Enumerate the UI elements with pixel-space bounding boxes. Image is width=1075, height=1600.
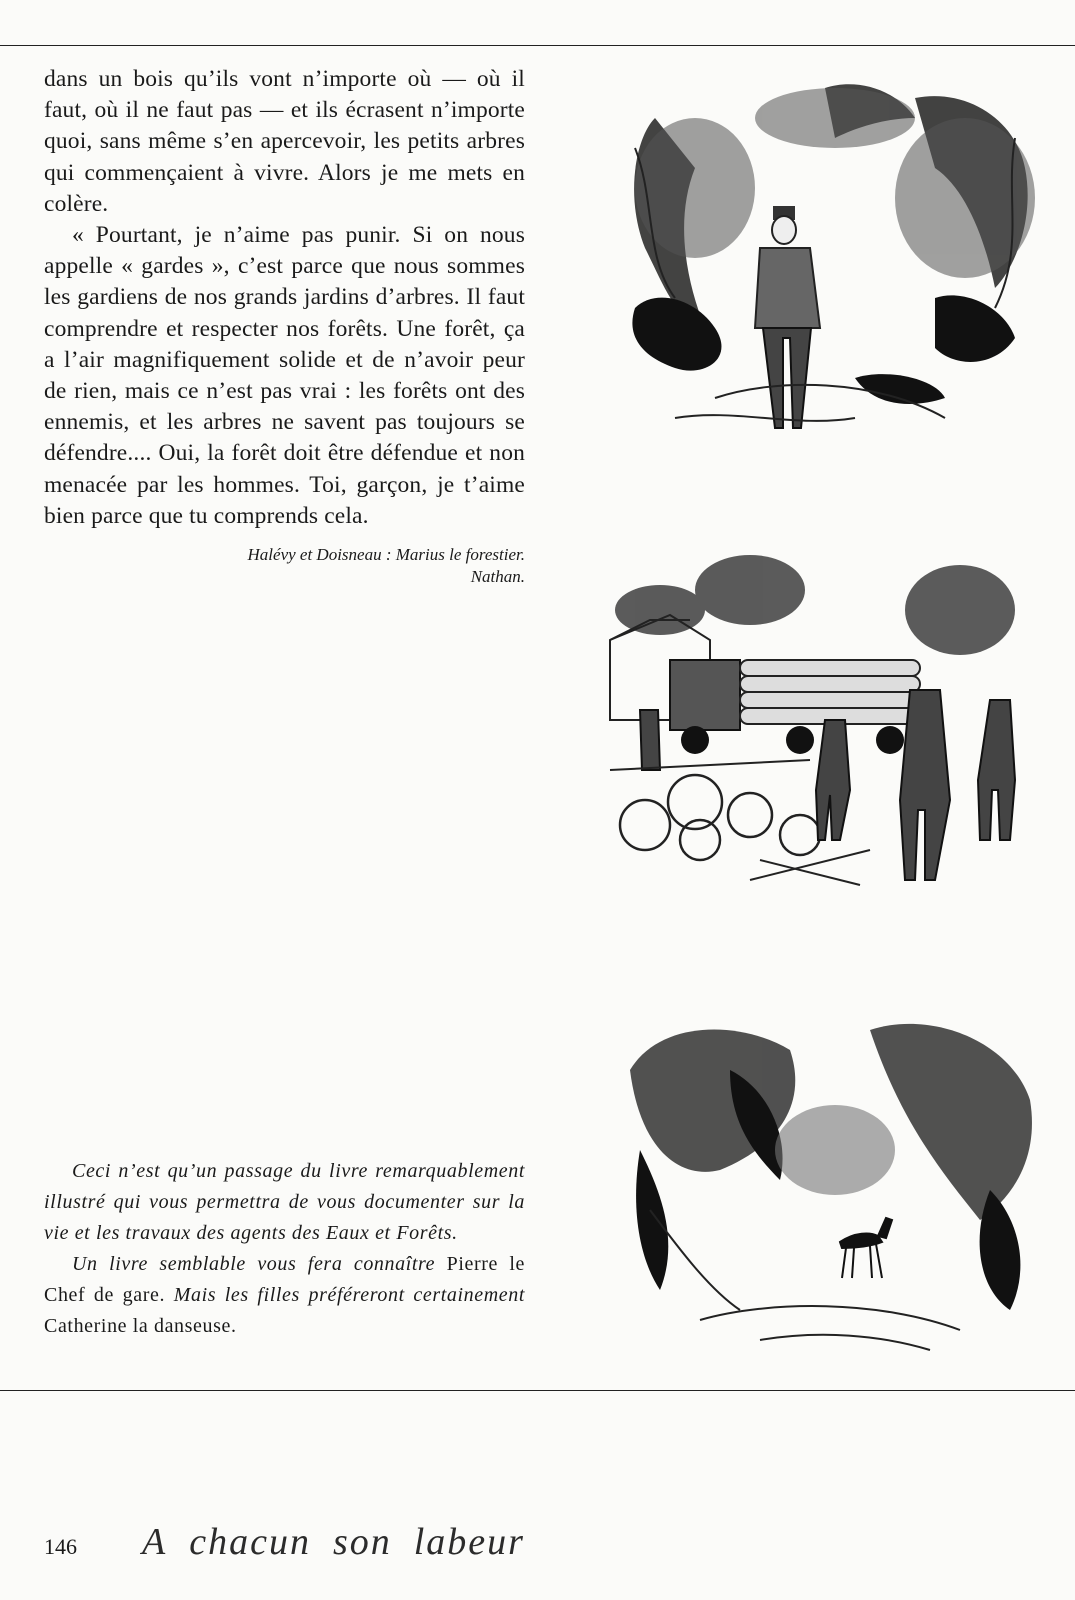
passage-paragraph-1: dans un bois qu’ils vont n’importe où — où il faut, où il ne faut pas — et ils écrasent n’importe quoi, sans même s’en apercevoir, les petits arbres qui commençaient à vivre. Alors je me mets en colère. (44, 66, 525, 217)
bottom-rule (0, 1390, 1075, 1391)
illustration-log-truck (570, 540, 1050, 920)
source-line: Halévy et Doisneau : Marius le forestier. (247, 545, 525, 565)
title-word: A (142, 1521, 168, 1563)
title-word: son (332, 1521, 392, 1563)
running-title (142, 1520, 547, 1564)
page-number: 146 (44, 1534, 77, 1559)
note-text-c: Mais les filles préféreront certainement (173, 1284, 526, 1306)
top-rule (0, 45, 1075, 46)
note-paragraph-1: Ceci n’est qu’un passage du livre remarquablement illustré qui vous permettra de vous documenter sur la vie et les travaux des agents des Eaux et Forêts. (44, 1160, 525, 1244)
note-text-a: Un livre semblable vous fera connaître (72, 1253, 436, 1275)
source-citation (44, 544, 525, 588)
passage-paragraph-2: « Pourtant, je n’aime pas punir. Si on nous appelle « gardes », c’est parce que nous sommes les gardiens de nos grands jardins d’arbres. Il faut comprendre et respecter nos forêts. Une forêt, ça a l’air magnifiquement solide et de n’avoir peur de rien, mais ce n’est pas vrai : les forêts ont des ennemis, et les arbres ne savent pas toujours se défendre.... Oui, la forêt doit être défendue et non menacée par les hommes. Toi, garçon, je t’aime bien parce que tu comprends cela. (44, 222, 525, 529)
title-word: chacun (189, 1521, 311, 1563)
book-title-danseuse: Catherine la danseuse. (44, 1315, 237, 1337)
illustration-forest-guard (615, 78, 1047, 448)
book-recommendation-note (44, 1156, 525, 1342)
book-title-chef-de-gare: Pierre le Chef de gare. (44, 1253, 526, 1306)
title-word: labeur (413, 1521, 525, 1563)
passage-column (44, 64, 525, 588)
passage-text (44, 64, 525, 532)
publisher: Nathan. (470, 567, 525, 587)
illustration-deer-forest (620, 1010, 1050, 1370)
page-footer (44, 1520, 744, 1580)
note-paragraph-2 (44, 1249, 525, 1342)
